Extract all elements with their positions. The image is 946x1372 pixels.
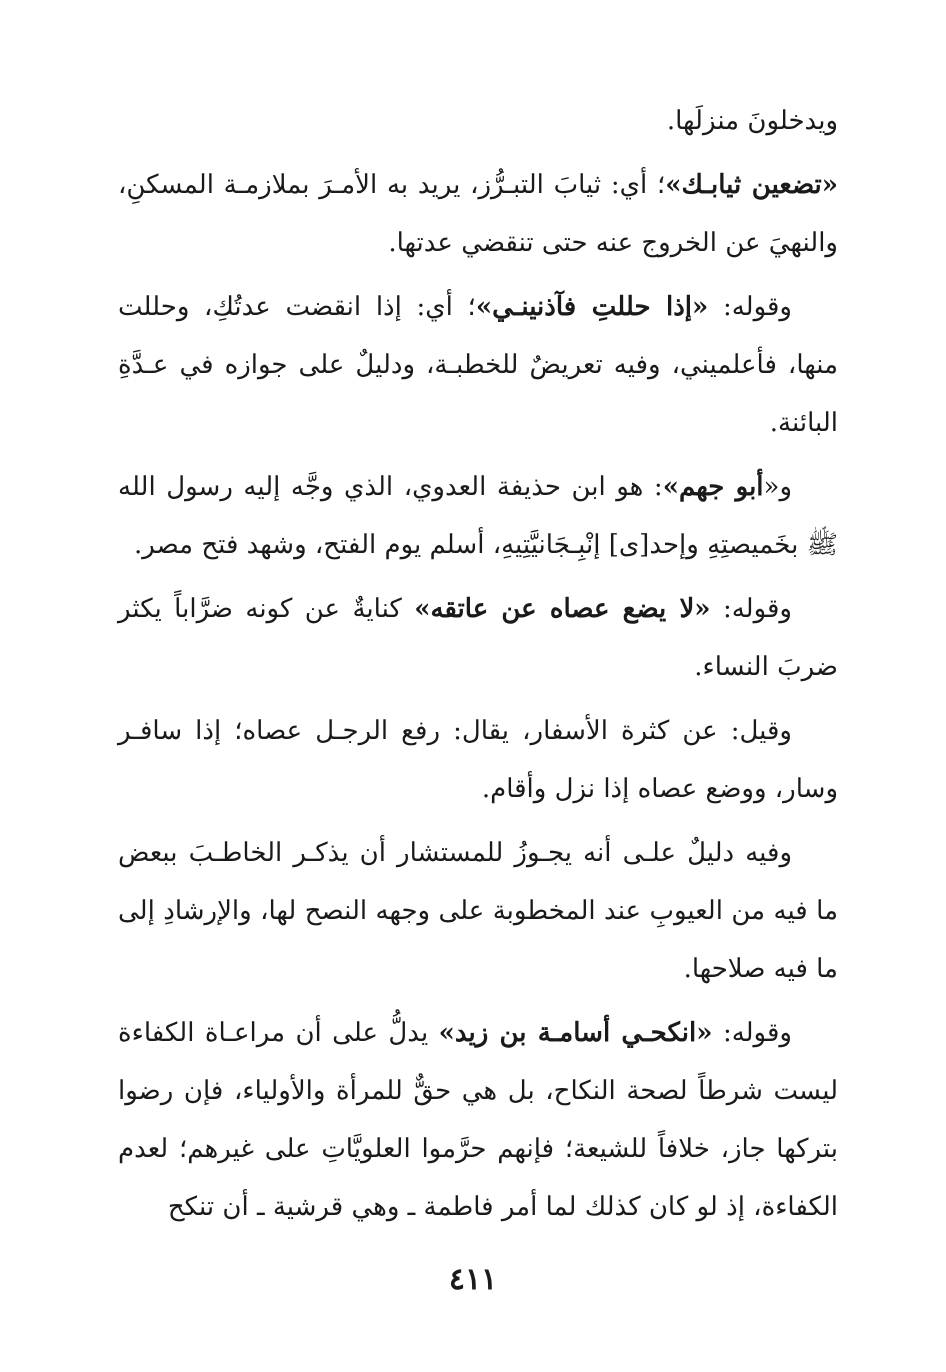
text-run: ؛ أي: إذا انقضت عدتُكِ، وحللت منها، فأعلميني، وفيه تعريضٌ للخطبـة، ودليلٌ على جوازه في عـدَّةِ البائنة. xyxy=(118,292,838,438)
page-body xyxy=(118,92,838,1242)
quoted-term: «انكحـي أسامـة بن زيد» xyxy=(438,1018,713,1048)
text-run: وفيه دليلٌ علـى أنه يجـوزُ للمستشار أن يذكـر الخاطـبَ ببعض ما فيه من العيوبِ عند المخطوبة على وجهه النصح لها، والإرشادِ إلى ما فيه صلاحها. xyxy=(118,838,838,984)
paragraph-5 xyxy=(118,580,838,696)
text-run: كنايةٌ عن كونه ضرَّاباً يكثر ضربَ النساء. xyxy=(118,594,838,682)
text-run: يدلُّ على أن مراعـاة الكفاءة ليست شرطاً لصحة النكاح، بل هي حقٌّ للمرأة والأولياء، فإن رضوا بتركها جاز، خلافاً للشيعة؛ فإنهم حرَّموا العلويَّاتِ على غيرهم؛ لعدم الكفاءة، إذ لو كان كذلك لما أمر فاطمة ـ وهي قرشية ـ أن تنكح xyxy=(118,1018,838,1222)
paragraph-8 xyxy=(118,1004,838,1236)
quoted-term: «لا يضع عصاه عن عاتقه» xyxy=(414,594,711,624)
text-run: وقوله: xyxy=(712,1018,792,1048)
text-run: وقوله: xyxy=(710,594,792,624)
text-run: و« xyxy=(763,472,793,502)
text-run: : هو ابن حذيفة العدوي، الذي وجَّه إليه رسول الله ﷺ بخَميصتِهِ وإحد[ى] إنْبِـجَانيَّتِيهِ، أسلم يوم الفتح، وشهد فتح مصر. xyxy=(118,472,838,560)
quoted-term: «تضعين ثيابـك» xyxy=(665,170,838,200)
paragraph-2 xyxy=(118,156,838,272)
paragraph-1 xyxy=(118,92,838,150)
quoted-term: أبو جهم» xyxy=(662,472,764,502)
text-run: ويدخلونَ منزلَها. xyxy=(666,106,838,136)
paragraph-7 xyxy=(118,824,838,998)
text-run: وقوله: xyxy=(708,292,792,322)
paragraph-3 xyxy=(118,278,838,452)
quoted-term: «إذا حللتِ فآذنينـي» xyxy=(475,292,709,322)
paragraph-6 xyxy=(118,702,838,818)
text-run: وقيل: عن كثرة الأسفار، يقال: رفع الرجـل عصاه؛ إذا سافـر وسار، ووضع عصاه إذا نزل وأقام. xyxy=(118,716,838,804)
paragraph-4 xyxy=(118,458,838,574)
text-run: ؛ أي: ثيابَ التبـرُّز، يريد به الأمـرَ بملازمـة المسكنِ، والنهيَ عن الخروج عنه حتى تنقضي عدتها. xyxy=(118,170,838,258)
page-number: ٤١١ xyxy=(448,1262,498,1297)
